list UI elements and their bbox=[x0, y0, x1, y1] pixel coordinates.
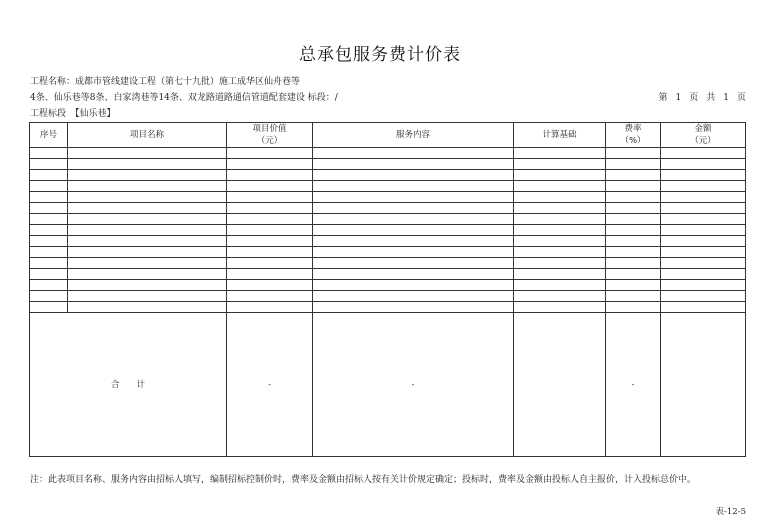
table-cell bbox=[30, 203, 68, 214]
table-cell bbox=[514, 247, 606, 258]
table-cell bbox=[68, 203, 227, 214]
table-row bbox=[30, 148, 746, 159]
table-cell bbox=[68, 159, 227, 170]
table-cell bbox=[661, 258, 746, 269]
table-row bbox=[30, 258, 746, 269]
table-cell bbox=[606, 181, 661, 192]
table-cell bbox=[30, 159, 68, 170]
table-cell bbox=[227, 247, 313, 258]
table-cell bbox=[313, 148, 514, 159]
table-cell bbox=[514, 203, 606, 214]
total-service-content: - bbox=[313, 313, 514, 457]
table-cell bbox=[68, 280, 227, 291]
table-cell bbox=[514, 181, 606, 192]
table-cell bbox=[30, 192, 68, 203]
table-cell bbox=[227, 192, 313, 203]
table-row bbox=[30, 170, 746, 181]
table-cell bbox=[313, 203, 514, 214]
table-cell bbox=[661, 214, 746, 225]
table-cell bbox=[227, 170, 313, 181]
table-row bbox=[30, 291, 746, 302]
fee-table bbox=[29, 122, 746, 457]
total-calculation-basis bbox=[514, 313, 606, 457]
footnote: 注：此表项目名称、服务内容由招标人填写，编制招标控制价时，费率及金额由招标人按有关计价规定确定；投标时，费率及金额由投标人自主报价，计入投标总价中。 bbox=[30, 475, 697, 485]
total-unit: 页 bbox=[736, 93, 746, 103]
table-cell bbox=[227, 148, 313, 159]
table-cell bbox=[606, 214, 661, 225]
total-rate: - bbox=[606, 313, 661, 457]
table-cell bbox=[68, 181, 227, 192]
table-cell bbox=[661, 280, 746, 291]
table-row bbox=[30, 203, 746, 214]
form-code: 表-12-5 bbox=[715, 507, 746, 517]
table-cell bbox=[30, 236, 68, 247]
table-cell bbox=[661, 181, 746, 192]
table-cell bbox=[514, 280, 606, 291]
table-cell bbox=[661, 269, 746, 280]
table-cell bbox=[30, 291, 68, 302]
table-cell bbox=[313, 280, 514, 291]
table-cell bbox=[30, 214, 68, 225]
table-cell bbox=[661, 291, 746, 302]
table-cell bbox=[227, 280, 313, 291]
table-cell bbox=[313, 269, 514, 280]
table-cell bbox=[227, 291, 313, 302]
table-cell bbox=[30, 148, 68, 159]
table-cell bbox=[661, 247, 746, 258]
table-cell bbox=[606, 170, 661, 181]
table-cell bbox=[606, 236, 661, 247]
table-cell bbox=[606, 258, 661, 269]
table-cell bbox=[68, 170, 227, 181]
table-cell bbox=[313, 258, 514, 269]
table-row bbox=[30, 247, 746, 258]
table-cell bbox=[227, 258, 313, 269]
table-cell bbox=[313, 181, 514, 192]
table-row bbox=[30, 214, 746, 225]
table-cell bbox=[514, 159, 606, 170]
table-cell bbox=[30, 225, 68, 236]
table-cell bbox=[68, 214, 227, 225]
table-cell bbox=[313, 247, 514, 258]
page-number: 1 bbox=[675, 93, 682, 103]
table-row bbox=[30, 181, 746, 192]
table-row bbox=[30, 269, 746, 280]
table-row bbox=[30, 280, 746, 291]
table-cell bbox=[514, 269, 606, 280]
table-cell bbox=[514, 258, 606, 269]
table-cell bbox=[514, 214, 606, 225]
table-cell bbox=[661, 302, 746, 313]
table-cell bbox=[313, 236, 514, 247]
table-cell bbox=[606, 280, 661, 291]
table-row bbox=[30, 159, 746, 170]
table-cell bbox=[661, 236, 746, 247]
table-cell bbox=[514, 236, 606, 247]
table-row bbox=[30, 302, 746, 313]
total-pages: 1 bbox=[723, 93, 729, 103]
table-cell bbox=[68, 302, 227, 313]
table-cell bbox=[606, 159, 661, 170]
table-cell bbox=[68, 269, 227, 280]
table-header-row bbox=[30, 123, 746, 148]
table-cell bbox=[661, 192, 746, 203]
table-cell bbox=[313, 214, 514, 225]
table-cell bbox=[661, 148, 746, 159]
table-cell bbox=[606, 192, 661, 203]
table-cell bbox=[514, 302, 606, 313]
table-row bbox=[30, 225, 746, 236]
table-cell bbox=[661, 203, 746, 214]
table-cell bbox=[313, 225, 514, 236]
total-row bbox=[30, 313, 746, 457]
table-cell bbox=[514, 170, 606, 181]
header-calculation-basis: 计算基础 bbox=[514, 123, 606, 148]
table-cell bbox=[30, 280, 68, 291]
table-row bbox=[30, 236, 746, 247]
project-name-line-2: 4条、仙乐巷等8条、白家湾巷等14条、双龙路道路通信管道配套建设 标段：/ bbox=[30, 93, 338, 103]
project-name-line-1: 工程名称：成都市管线建设工程（第七十九批）施工成华区仙舟巷等 bbox=[30, 77, 301, 87]
total-label: 合 计 bbox=[30, 313, 227, 457]
table-cell bbox=[514, 192, 606, 203]
table-cell bbox=[68, 291, 227, 302]
table-cell bbox=[30, 170, 68, 181]
table-cell bbox=[606, 225, 661, 236]
table-cell bbox=[606, 269, 661, 280]
table-cell bbox=[68, 225, 227, 236]
table-cell bbox=[227, 269, 313, 280]
table-cell bbox=[606, 302, 661, 313]
table-cell bbox=[227, 181, 313, 192]
table-cell bbox=[606, 247, 661, 258]
table-cell bbox=[68, 192, 227, 203]
table-cell bbox=[606, 148, 661, 159]
table-cell bbox=[313, 159, 514, 170]
table-cell bbox=[68, 148, 227, 159]
page-title: 总承包服务费计价表 bbox=[299, 45, 461, 65]
table-cell bbox=[313, 192, 514, 203]
table-cell bbox=[661, 170, 746, 181]
table-cell bbox=[227, 159, 313, 170]
page-label: 第 bbox=[658, 93, 668, 103]
table-cell bbox=[227, 203, 313, 214]
table-cell bbox=[30, 302, 68, 313]
header-amount: 金额 （元） bbox=[661, 123, 746, 148]
table-cell bbox=[313, 170, 514, 181]
table-cell bbox=[514, 148, 606, 159]
table-cell bbox=[68, 258, 227, 269]
total-project-value: - bbox=[227, 313, 313, 457]
table-cell bbox=[30, 269, 68, 280]
total-amount bbox=[661, 313, 746, 457]
table-cell bbox=[30, 258, 68, 269]
table-cell bbox=[68, 247, 227, 258]
table-cell bbox=[227, 236, 313, 247]
table-cell bbox=[313, 291, 514, 302]
table-cell bbox=[514, 225, 606, 236]
table-cell bbox=[227, 302, 313, 313]
header-service-content: 服务内容 bbox=[313, 123, 514, 148]
table-cell bbox=[514, 291, 606, 302]
page-unit: 页 bbox=[689, 93, 699, 103]
table-cell bbox=[30, 181, 68, 192]
table-cell bbox=[606, 203, 661, 214]
table-cell bbox=[30, 247, 68, 258]
section-line: 工程标段 【仙乐巷】 bbox=[30, 109, 116, 119]
header-index: 序号 bbox=[30, 123, 68, 148]
header-item-name: 项目名称 bbox=[68, 123, 227, 148]
table-row bbox=[30, 192, 746, 203]
header-rate: 费率 （%） bbox=[606, 123, 661, 148]
total-label: 共 bbox=[706, 93, 716, 103]
page-info bbox=[658, 90, 746, 103]
header-project-value: 项目价值 （元） bbox=[227, 123, 313, 148]
table-cell bbox=[661, 159, 746, 170]
table-cell bbox=[227, 214, 313, 225]
table-cell bbox=[68, 236, 227, 247]
table-cell bbox=[661, 225, 746, 236]
table-cell bbox=[606, 291, 661, 302]
table-cell bbox=[313, 302, 514, 313]
table-cell bbox=[227, 225, 313, 236]
